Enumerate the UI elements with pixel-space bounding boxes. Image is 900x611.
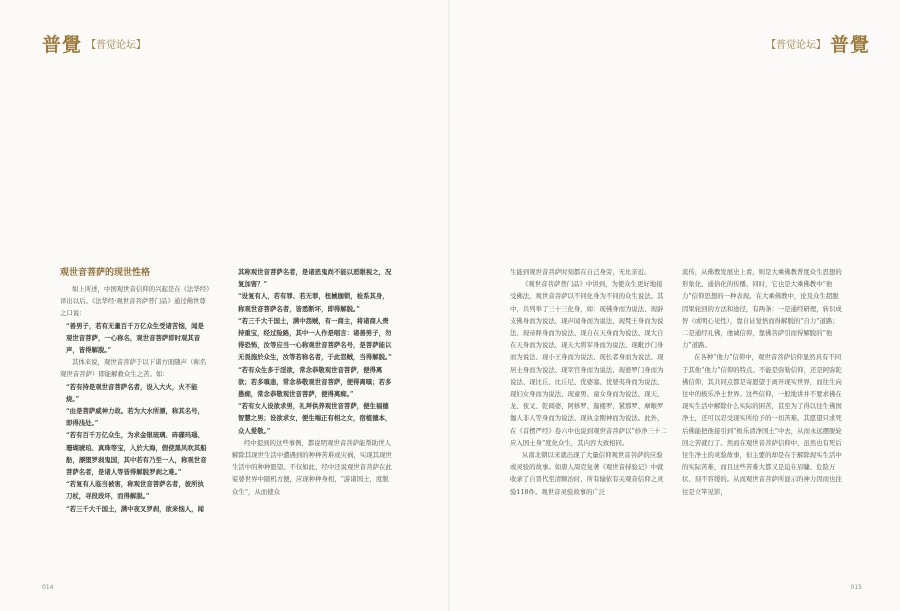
body-paragraph: 《观世音菩萨普门品》中讲到，为使众生更好地接受佛法，观世音菩萨以不同化身为不同的众生说法。其中，共列举了三十三化身，如：现佛身而为说法、现辟支佛身而为说法、现声闻身而为说法、现梵王身而为说法、现帝释身而为说法、现自在天身而为说法、现大自在天身而为说法、现天大将军身而为说法、现毗沙门身而为说法、现小王身而为说法、现长者身而为说法、现居士身而为说法、现宰官身而为说法、现婆罗门身而为说法、现比丘、比丘尼、优婆塞、优婆夷身而为说法、现妇女身而为说法、现童男、童女身而为说法、现天、龙、夜叉、乾闼婆、阿修罗、迦楼罗、紧那罗、摩睺罗伽人非人等身而为说法、现执金刚神而为说法。此外，在《首楞严经》卷六中也说到观世音菩萨以“妙净三十二应入国土身”度化众生，其内容大致相同。 [510,280,667,447]
body-paragraph: 经中提到的这些事例，都说明观世音菩萨能帮助世人解除其现世生活中遭遇到的种种苦难或灾祸，实现其现世生活中的种种愿望。不仅如此，经中还说观世音菩萨在此娑婆世界中随机方便，应现种种身相，“游诸国土，度脱众生”，从而使众 [232,438,392,496]
sutra-quote: “设复有人，若有罪、若无罪，杻械枷锁，检系其身，称观世音菩萨名者，皆悉断坏，即得解脱。” [238,292,389,313]
sutra-quote: “若三千大千国土，满中怨贼，有一商主，将诸商人赍持重宝，经过险路，其中一人作是唱言：诸善男子，勿得恐怖，汝等应当一心称观世音菩萨名号，是菩萨能以无畏施於众生，汝等若称名者，于此怨贼，当得解脱。” [238,316,392,362]
text-column-3 [510,266,668,498]
section-title: 观世音菩萨的现世性格 [60,268,151,278]
sutra-quote: “若三千大千国土，满中夜叉罗刹，欲来恼人，闻 [66,504,204,513]
sutra-quote: “若有众生多于淫欲，常念恭敬观世音菩萨，便得离欲；若多嗔恚，常念恭敬观世音菩萨，便得离嗔；若多愚痴，常念恭敬观世音菩萨，便得离痴。” [238,365,392,399]
column-tag: 【普觉论坛】 [765,40,826,51]
page-number: 015 [850,584,862,591]
sutra-quote: “若有百千万亿众生，为求金银琉璃、砗磲玛瑙、珊瑚琥珀、真珠等宝，入於大海，假使黑风吹其船舫，漂堕罗刹鬼国，其中若有乃至一人，称观世音菩萨名者，是诸人等皆得解脱罗刹之难。” [66,431,207,477]
sutra-quote: “若复有人临当被害，称观世音菩萨名者，彼所执刀杖，寻段段坏，而得解脱。” [66,480,204,501]
right-page [450,0,900,611]
column-tag: 【普觉论坛】 [86,40,147,51]
text-column-2 [232,266,392,498]
body-paragraph: 其体来说，观世音菩萨于以下诸方面随声（称名观世音菩萨）即能解救众生之苦。如： [60,358,207,379]
sutra-quote: “由是菩萨威神力故。若为大水所漂，称其名号，即得浅处。” [66,407,204,428]
sutra-quote: “若有持是观世音菩萨名者，设入大火，火不能烧。” [66,382,198,403]
body-paragraph: 从南北朝以来就出现了大量信仰观世音菩萨的应验或灵验的故事。如唐人周克复著《观世音持验记》中就收录了自晋代至清顺治时，所有输依有关观音信仰之灵验118件。观世音灵验故事的广泛 [510,451,664,496]
body-paragraph: 流传，从佛教发展史上看，则是大乘佛教普度众生思想的形象化、通俗化的传播。同时，它也是大乘佛教中“他力”信仰思想的一种表现。在大乘佛教中，论及众生超脱因果轮回的方法和途径，有两条：一是通经研理，转识成智（或明心见性），靠自证觉悟而得解脱的“自力”道路；二是通经礼佛，虔诚信仰，靠佛菩萨引而得解脱的“他力”道路。 [682,268,842,350]
text-column-1 [60,266,210,515]
brand-logo: 普覺 [829,34,870,56]
masthead [42,30,146,57]
page-number: 014 [42,584,54,591]
sutra-quote: “善男子，若有无量百千万亿众生受诸苦恼，闻是观世音菩萨，一心称名，观世音菩萨即时观其音声，皆得解脱。” [66,321,204,355]
masthead [766,30,870,57]
sutra-quote: 其称观世音菩萨名者，是诸恶鬼尚不能以恶眼视之，况复加害？” [238,268,392,289]
body-paragraph: 在各种“他力”信仰中，观世音菩萨信仰显然具有不同于其他“他力”信仰的特点。不能是弥勒信仰，还是阿弥陀佛信仰，其共同点都是寄愿望于离开现实世界，而往生向往中的极乐净土世界。这些信仰，一般地讲并不要求佛在现实生活中解除什么实际的困苦，甚至为了得以往生佛国净土，还可以忍受现实所给予的一切苦难。其愿望只求死后佛能把他接引到“极乐清净国土”中去，从而永远摆脱轮回之苦就行了。然而在观世音菩萨信仰中，虽然也有死后往生净土的灵验故事，但主要的却是在于解除现实生活中的实际苦难，而且这些苦难大都又是迫在眉睫、危险万状、刻不容缓的。从而观世音菩萨所显示的神力因而也往往是立竿见影， [682,353,842,496]
body-paragraph: 生能到观世音菩萨时刻都在自己身旁，无比亲近。 [510,268,651,276]
brand-logo: 普覺 [42,34,83,56]
body-paragraph: 如上所述，中国观世音信仰的兴起是在《法华经》译出以后。《法华经·观世音菩萨普门品》通过佛世尊之口说： [60,285,210,318]
sutra-quote: “若有女人设欲求男，礼拜供养观世音菩萨，便生福德智慧之男；设欲求女，便生端正有相之女，宿植德本，众人爱敬。” [238,402,392,435]
text-column-4 [682,266,844,498]
